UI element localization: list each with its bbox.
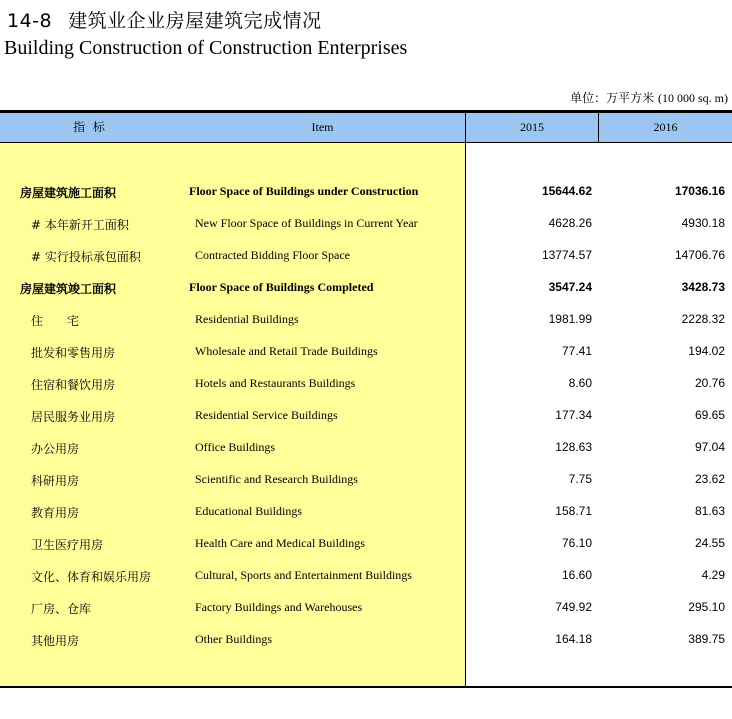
row-label-en: Residential Buildings [195, 312, 299, 326]
row-value-2016: 4930.18 [681, 216, 725, 230]
row-label-cn: 住 宅 [31, 314, 80, 328]
row-value-2016: 97.04 [694, 440, 725, 454]
table-header [0, 113, 732, 143]
row-label-en: Floor Space of Buildings Completed [189, 280, 374, 294]
table-title-en: Building Construction of Construction Enterprises [4, 37, 408, 59]
row-label-cn: 其他用房 [31, 634, 80, 648]
table-title-cn [7, 6, 322, 33]
row-label-cn: # 本年新开工面积 [31, 218, 129, 232]
table-title-cn-text: 建筑业企业房屋建筑完成情况 [68, 10, 322, 32]
header-divider [598, 113, 599, 142]
table-row [0, 536, 732, 556]
row-label-cn: 办公用房 [31, 442, 80, 456]
row-label-en: Health Care and Medical Buildings [195, 536, 365, 550]
row-label-en: New Floor Space of Buildings in Current Year [195, 216, 418, 230]
table-row [0, 504, 732, 524]
row-label-cn: 厂房、仓库 [31, 602, 92, 616]
table-row [0, 600, 732, 620]
row-value-2016: 295.10 [688, 600, 725, 614]
unit-label [570, 89, 728, 106]
row-value-2015: 4628.26 [548, 216, 592, 230]
table-row [0, 312, 732, 332]
row-value-2015: 3547.24 [548, 280, 592, 294]
row-value-2016: 23.62 [694, 472, 725, 486]
table-row [0, 376, 732, 396]
row-value-2015: 8.60 [568, 376, 592, 390]
row-value-2015: 16.60 [561, 568, 592, 582]
row-value-2015: 15644.62 [541, 184, 592, 198]
row-value-2016: 14706.76 [674, 248, 725, 262]
row-label-en: Factory Buildings and Warehouses [195, 600, 363, 614]
row-label-cn: 批发和零售用房 [31, 346, 116, 360]
row-label-cn: 房屋建筑竣工面积 [20, 282, 117, 296]
table-row [0, 280, 732, 300]
table-row [0, 184, 732, 204]
header-indicator: 指 标 [73, 120, 107, 134]
table-row [0, 440, 732, 460]
row-value-2016: 389.75 [688, 632, 725, 646]
table-number: 14-8 [7, 10, 53, 32]
row-label-en: Cultural, Sports and Entertainment Buildings [195, 568, 412, 582]
row-label-cn: 居民服务业用房 [31, 410, 116, 424]
table-row [0, 632, 732, 652]
table-row [0, 344, 732, 364]
table-row [0, 408, 732, 428]
row-label-cn: 教育用房 [31, 506, 80, 520]
row-value-2015: 1981.99 [548, 312, 592, 326]
row-label-en: Office Buildings [195, 440, 276, 454]
row-value-2015: 177.34 [555, 408, 592, 422]
row-label-en: Contracted Bidding Floor Space [195, 248, 350, 262]
row-value-2016: 81.63 [694, 504, 725, 518]
header-year-2015: 2015 [520, 120, 544, 134]
header-item: Item [311, 120, 334, 134]
row-label-cn: 房屋建筑施工面积 [20, 186, 117, 200]
row-value-2015: 7.75 [568, 472, 592, 486]
row-label-en: Other Buildings [195, 632, 272, 646]
row-label-en: Residential Service Buildings [195, 408, 338, 422]
row-label-cn: 卫生医疗用房 [31, 538, 104, 552]
row-value-2015: 749.92 [555, 600, 592, 614]
row-label-cn: 住宿和餐饮用房 [31, 378, 116, 392]
row-value-2016: 24.55 [694, 536, 725, 550]
row-value-2015: 128.63 [555, 440, 592, 454]
row-value-2016: 194.02 [688, 344, 725, 358]
row-value-2016: 17036.16 [674, 184, 725, 198]
row-value-2015: 13774.57 [541, 248, 592, 262]
row-label-en: Educational Buildings [195, 504, 302, 518]
row-value-2016: 69.65 [694, 408, 725, 422]
row-label-en: Scientific and Research Buildings [195, 472, 358, 486]
row-value-2015: 164.18 [555, 632, 592, 646]
row-label-en: Floor Space of Buildings under Construction [189, 184, 419, 198]
row-value-2015: 76.10 [561, 536, 592, 550]
row-value-2016: 2228.32 [681, 312, 725, 326]
row-label-cn: 文化、体育和娱乐用房 [31, 570, 152, 584]
unit-cn: 单位：万平方米 [570, 91, 655, 105]
row-label-cn: 科研用房 [31, 474, 80, 488]
row-value-2015: 77.41 [561, 344, 592, 358]
table-row [0, 472, 732, 492]
table-row [0, 216, 732, 236]
table-row [0, 248, 732, 268]
row-value-2016: 20.76 [694, 376, 725, 390]
row-value-2015: 158.71 [555, 504, 592, 518]
row-value-2016: 3428.73 [681, 280, 725, 294]
row-value-2016: 4.29 [701, 568, 725, 582]
unit-en: (10 000 sq. m) [658, 91, 728, 105]
header-year-2016: 2016 [653, 120, 678, 134]
row-label-cn: # 实行投标承包面积 [31, 250, 141, 264]
row-label-en: Hotels and Restaurants Buildings [195, 376, 356, 390]
row-label-en: Wholesale and Retail Trade Buildings [195, 344, 378, 358]
table-row [0, 568, 732, 588]
bottom-rule [0, 686, 732, 688]
